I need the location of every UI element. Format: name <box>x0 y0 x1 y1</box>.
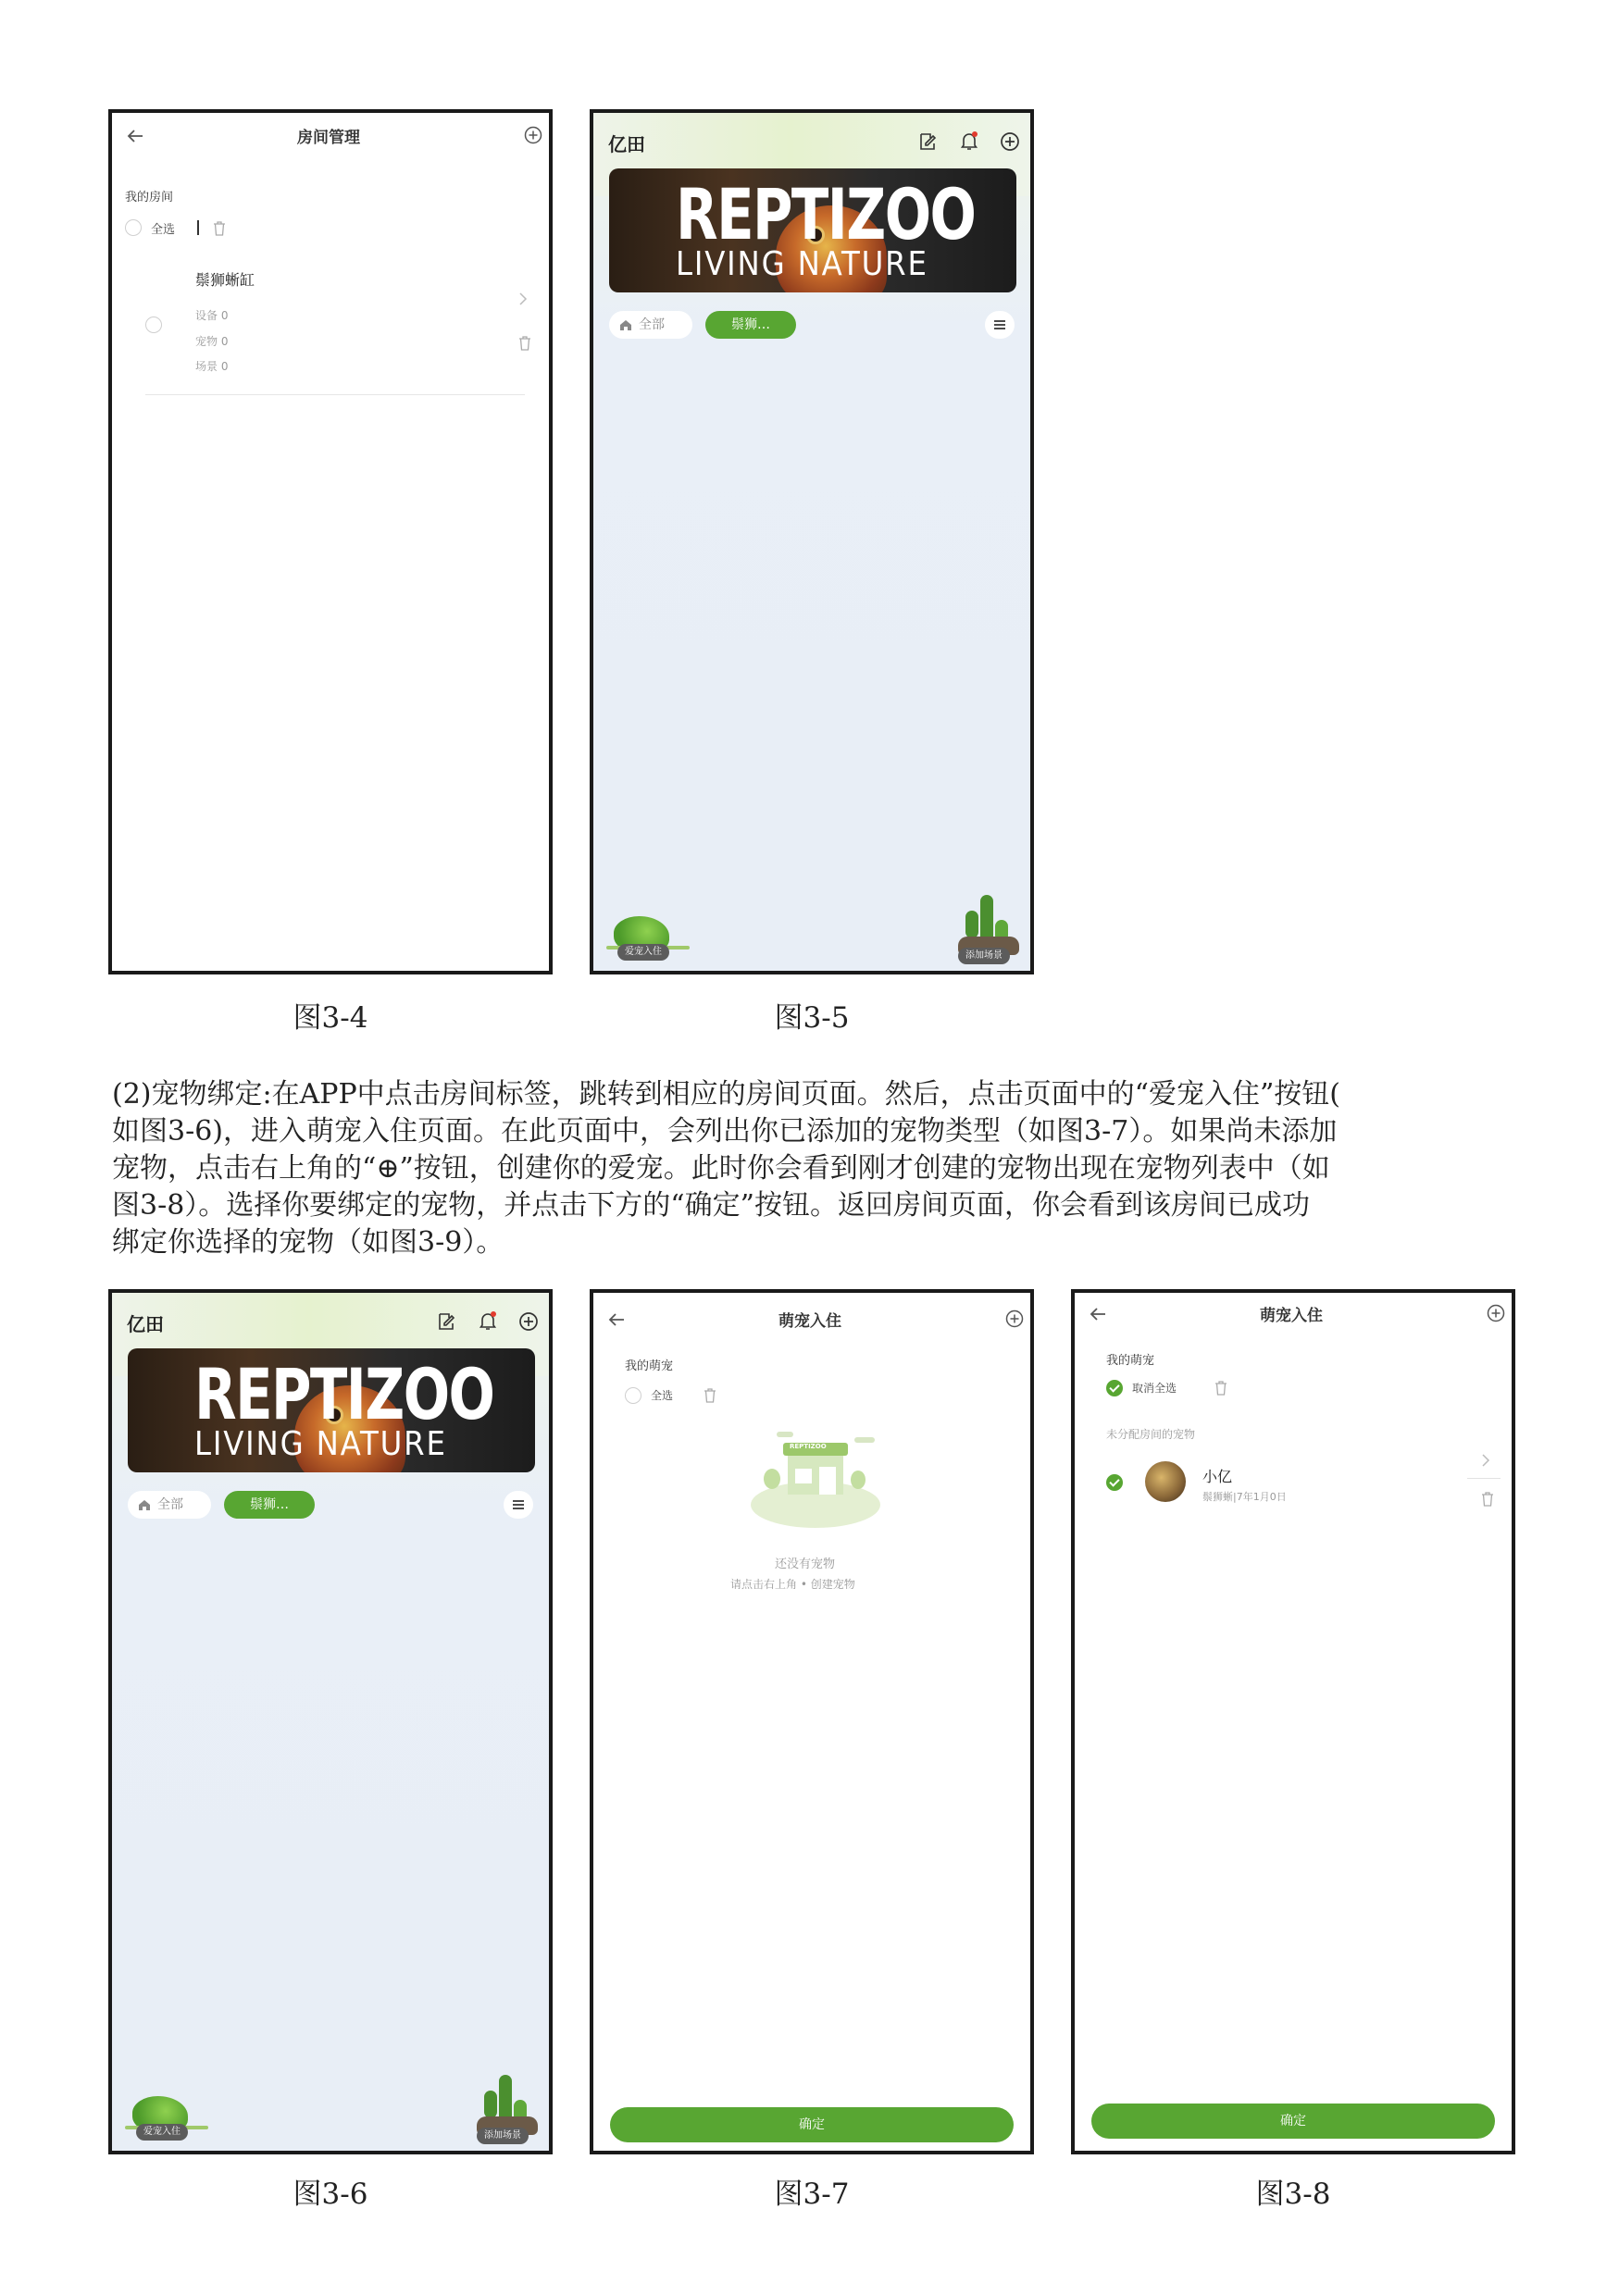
caption-fig-3-6: 图3-6 <box>293 2178 368 2211</box>
paragraph-line-2: 如图3-6)，进入萌宠入住页面。在此页面中，会列出你已添加的宠物类型（如图3-7）。如果尚未添加 <box>112 1115 1338 1148</box>
app-name: 亿田 <box>608 133 645 155</box>
room-scenes-count: 场景 0 <box>195 360 229 373</box>
fig-3-8-pet-checkin-list-screen <box>1071 1289 1515 2154</box>
fig-3-6-home-screen <box>108 1289 553 2154</box>
caption-fig-3-5: 图3-5 <box>774 1001 850 1035</box>
cactus-arm <box>484 2091 497 2118</box>
select-all-label[interactable]: 全选 <box>151 223 176 237</box>
pet-avatar[interactable] <box>1145 1461 1186 1502</box>
add-scene-button[interactable]: 添加场景 <box>477 2128 529 2144</box>
store-sign: REPTIZOO <box>790 1443 827 1450</box>
trash-icon[interactable] <box>1214 1380 1228 1396</box>
cloud-right <box>854 1437 875 1443</box>
store-door <box>819 1467 836 1495</box>
room-trash-icon[interactable] <box>517 335 532 352</box>
bell-icon[interactable] <box>477 1309 499 1332</box>
tab-all[interactable] <box>128 1491 211 1519</box>
pet-trash-icon[interactable] <box>1480 1491 1495 1508</box>
add-circle-icon[interactable] <box>999 130 1021 153</box>
section-label: 我的房间 <box>125 191 174 205</box>
banner-tagline: LIVING NATURE <box>194 1425 447 1463</box>
menu-button[interactable] <box>504 1491 533 1519</box>
instruction-paragraph <box>112 1076 1514 1261</box>
section-label: 我的萌宠 <box>625 1359 674 1373</box>
pet-select-radio-checked[interactable] <box>1106 1474 1123 1491</box>
caption-fig-3-8: 图3-8 <box>1255 2178 1331 2211</box>
caption-fig-3-7: 图3-7 <box>774 2178 850 2211</box>
room-pets-count: 宠物 0 <box>195 335 229 348</box>
add-circle-icon[interactable] <box>1486 1303 1506 1323</box>
room-tabs <box>128 1491 533 1520</box>
confirm-button[interactable]: 确定 <box>610 2107 1014 2142</box>
home-icon <box>137 1497 152 1512</box>
pet-name[interactable]: 小亿 <box>1202 1468 1233 1485</box>
reptizoo-banner[interactable] <box>609 168 1016 292</box>
unassigned-pets-label: 未分配房间的宠物 <box>1106 1428 1196 1441</box>
back-arrow-icon[interactable] <box>1088 1304 1108 1324</box>
paragraph-line-3: 宠物，点击右上角的“⊕”按钮，创建你的爱宠。此时你会看到刚才创建的宠物出现在宠物列表中（如 <box>112 1152 1330 1185</box>
tree-left <box>764 1469 780 1489</box>
bell-icon[interactable] <box>958 130 980 152</box>
section-label: 我的萌宠 <box>1106 1354 1155 1368</box>
tree-right <box>851 1471 866 1489</box>
chevron-right-icon[interactable] <box>517 291 529 307</box>
add-scene-button[interactable]: 添加场景 <box>958 948 1010 964</box>
room-devices-count: 设备 0 <box>195 309 229 322</box>
pet-checkin-button[interactable]: 爱宠入住 <box>136 2124 188 2141</box>
divider <box>197 220 199 235</box>
caption-fig-3-4: 图3-4 <box>293 1001 368 1035</box>
cactus-arm <box>965 911 978 938</box>
banner-brand-text: REPTIZOO <box>194 1353 494 1435</box>
empty-state-hint: 请点击右上角 • 创建宠物 <box>730 1578 855 1591</box>
room-select-radio[interactable] <box>145 316 162 333</box>
back-arrow-icon[interactable] <box>606 1309 627 1330</box>
chevron-right-icon[interactable] <box>1480 1452 1491 1469</box>
add-circle-icon[interactable] <box>1004 1309 1025 1329</box>
fig-3-7-pet-checkin-empty-screen <box>590 1289 1034 2154</box>
chevron-divider <box>1467 1478 1501 1479</box>
room-name[interactable]: 鬃狮蜥缸 <box>195 271 255 289</box>
page-title: 萌宠入住 <box>1260 1307 1323 1325</box>
cloud-left <box>777 1432 793 1437</box>
select-all-label[interactable]: 全选 <box>651 1389 674 1402</box>
page-title: 萌宠入住 <box>778 1312 841 1331</box>
banner-tagline: LIVING NATURE <box>676 245 928 283</box>
reptizoo-banner[interactable] <box>128 1348 535 1472</box>
confirm-button[interactable]: 确定 <box>1091 2104 1495 2139</box>
select-all-radio[interactable] <box>125 219 142 236</box>
tab-all-label: 全部 <box>639 317 665 332</box>
empty-illustration <box>751 1432 880 1533</box>
paragraph-line-1: (2)宠物绑定:在APP中点击房间标签，跳转到相应的房间页面。然后，点击页面中的“爱宠入住”按钮( <box>112 1078 1341 1111</box>
paragraph-line-5: 绑定你选择的宠物（如图3-9）。 <box>112 1226 504 1259</box>
store-window <box>795 1469 812 1483</box>
banner-brand-text: REPTIZOO <box>676 173 976 255</box>
pet-detail: 鬃狮蜥|7年1月0日 <box>1202 1491 1287 1503</box>
edit-icon[interactable] <box>917 131 938 152</box>
cancel-select-all-label[interactable]: 取消全选 <box>1132 1382 1177 1395</box>
row-separator <box>145 394 525 395</box>
room-tabs <box>609 311 1015 341</box>
app-name: 亿田 <box>127 1313 164 1335</box>
back-arrow-icon[interactable] <box>125 126 145 146</box>
add-circle-icon[interactable] <box>523 125 543 145</box>
paragraph-line-4: 图3-8）。选择你要绑定的宠物，并点击下方的“确定”按钮。返回房间页面，你会看到该房间已成功 <box>112 1189 1310 1222</box>
edit-icon[interactable] <box>436 1311 456 1332</box>
menu-icon <box>993 318 1006 331</box>
fig-3-5-home-screen <box>590 109 1034 974</box>
home-icon <box>618 317 633 332</box>
empty-state-title: 还没有宠物 <box>775 1558 836 1571</box>
pet-checkin-button[interactable]: 爱宠入住 <box>617 944 669 961</box>
tab-room-selected[interactable]: 鬃狮… <box>224 1491 315 1519</box>
trash-icon[interactable] <box>703 1387 717 1404</box>
menu-button[interactable] <box>985 311 1015 339</box>
select-all-radio-checked[interactable] <box>1106 1380 1123 1396</box>
tab-all-label: 全部 <box>157 1497 183 1512</box>
page-title: 房间管理 <box>297 129 360 147</box>
menu-icon <box>512 1498 525 1511</box>
select-all-radio[interactable] <box>625 1387 641 1404</box>
trash-icon[interactable] <box>212 220 227 237</box>
add-circle-icon[interactable] <box>517 1310 540 1333</box>
tab-all[interactable] <box>609 311 692 339</box>
fig-3-4-room-management-screen <box>108 109 553 974</box>
tab-room-selected[interactable]: 鬃狮… <box>705 311 796 339</box>
